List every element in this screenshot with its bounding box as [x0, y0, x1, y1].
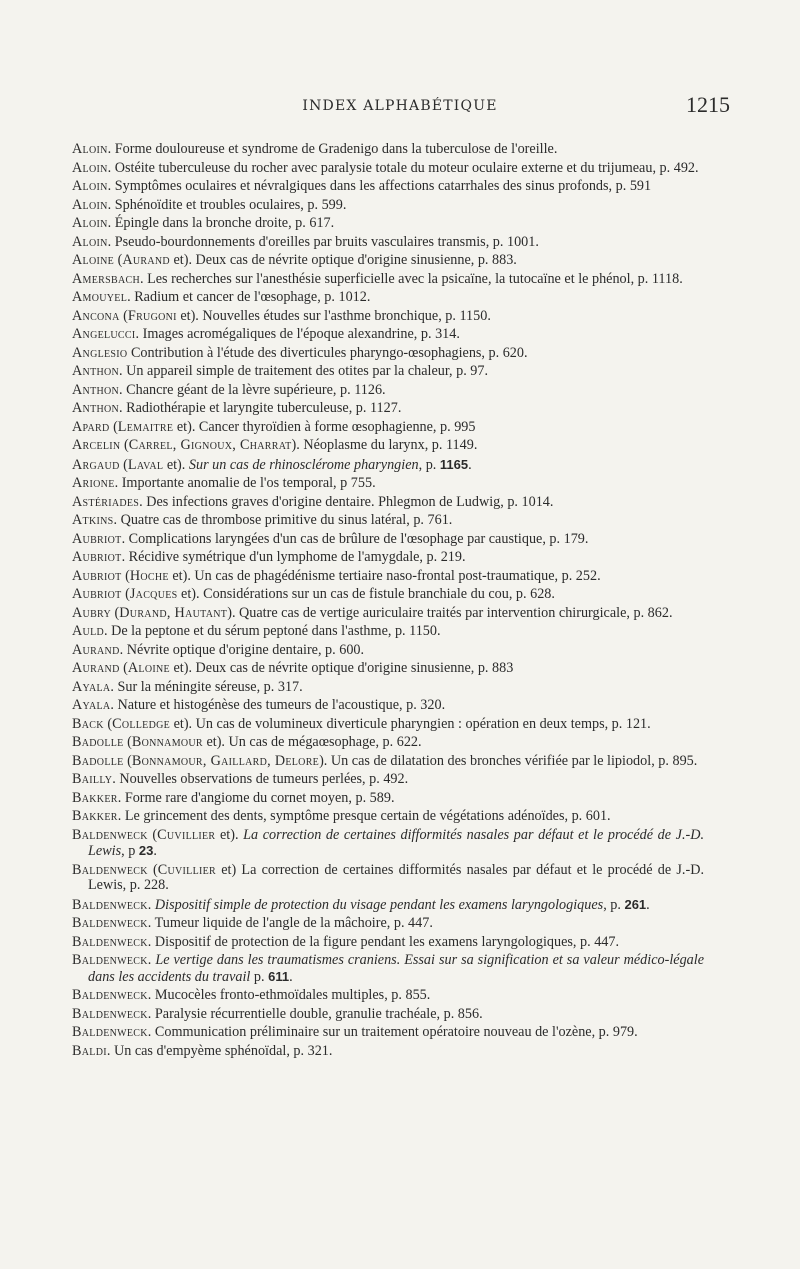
author-name: Badolle: [72, 752, 124, 769]
author-name: Ayala: [72, 697, 111, 713]
author-name: Apard: [72, 418, 110, 435]
author-name: Aloin: [72, 196, 108, 213]
entry-text: . Nouvelles observations de tumeurs perlées, p. 492.: [112, 771, 409, 787]
author-name: Baldi: [72, 1042, 107, 1059]
index-entry: [72, 1044, 704, 1060]
entry-text: . Récidive symétrique d'un lymphome de l'amygdale, p. 219.: [121, 549, 466, 565]
index-entry: [72, 327, 704, 343]
index-entry: [72, 532, 704, 548]
author-name: Anthon: [72, 400, 120, 416]
index-entry: [72, 569, 704, 585]
author-name: Bakker: [72, 808, 118, 824]
index-entry: [72, 953, 704, 985]
index-entry: [72, 142, 704, 158]
index-entry: [72, 772, 704, 788]
index-entry: [72, 161, 704, 177]
page-ref-bold: 261: [624, 896, 647, 912]
entry-text: (: [103, 715, 113, 732]
author-name: Amersbach: [72, 270, 140, 287]
entry-text: La correction de certaines difformités nasales par défaut et le procédé de J.-D. Lewis: [88, 826, 705, 859]
author-name: Bonnamour, Gaillard, Delore: [131, 752, 320, 769]
author-name: Bakker: [72, 789, 118, 806]
index-entry: [72, 717, 704, 733]
index-entry: [72, 420, 704, 436]
entry-text: . Radiothérapie et laryngite tuberculeuse, p. 1127.: [119, 400, 402, 416]
author-name: Aubriot: [72, 586, 122, 602]
author-name: Aloin: [72, 215, 108, 231]
author-name: Aloin: [72, 159, 108, 176]
entry-text: (: [120, 437, 129, 453]
entry-text: , p.: [603, 896, 625, 913]
index-entry: [72, 438, 704, 454]
entry-text: Le vertige dans les traumatismes craniens. Essai sur sa signification et sa valeur médico-légale dans les accidents du travail: [88, 952, 704, 985]
author-name: Laval: [127, 456, 164, 473]
entry-text: . Mucocèles fronto-ethmoïdales multiples, p. 855.: [147, 987, 431, 1003]
entry-text: p.: [250, 968, 269, 985]
index-entry: [72, 383, 704, 399]
author-name: Colledge: [112, 715, 171, 732]
entry-text: . Radium et cancer de l'œsophage, p. 1012.: [127, 289, 371, 305]
index-entry: [72, 401, 704, 417]
entry-text: .: [468, 456, 472, 473]
index-entry: [72, 863, 704, 894]
author-name: Auld: [72, 623, 104, 639]
entry-text: . De la peptone et du sérum peptoné dans l'asthme, p. 1150.: [104, 623, 441, 639]
entry-text: . Chancre géant de la lèvre supérieure, p. 1126.: [119, 381, 386, 398]
index-entry: [72, 179, 704, 195]
index-entry: [72, 216, 704, 232]
author-name: Aloin: [72, 141, 108, 157]
index-entry: [72, 916, 704, 932]
entry-text: . Pseudo-bourdonnements d'oreilles par bruits vasculaires transmis, p. 1001.: [107, 233, 539, 250]
author-name: Carrel, Gignoux, Charrat: [128, 437, 292, 453]
author-name: Anthon: [72, 363, 120, 379]
entry-text: et).: [215, 826, 244, 843]
entry-text: (: [109, 418, 118, 435]
author-name: Ancona: [72, 307, 120, 324]
entry-text: . Un appareil simple de traitement des otites par la chaleur, p. 97.: [119, 363, 489, 379]
author-name: Aubriot: [72, 530, 122, 547]
index-entry: [72, 698, 704, 714]
author-name: Baldenweck: [72, 826, 148, 843]
entry-text: .: [147, 896, 155, 913]
index-entry: [72, 495, 704, 511]
index-entry: [72, 935, 704, 951]
page-ref-bold: 1165: [439, 456, 469, 472]
author-name: Amouyel: [72, 289, 128, 305]
entry-text: , p.: [418, 456, 440, 473]
author-name: Aurand: [72, 660, 120, 676]
author-name: Baldenweck: [72, 1024, 148, 1040]
entry-text: (: [147, 861, 158, 878]
page-ref-bold: 611: [268, 968, 290, 984]
index-entry: [72, 643, 704, 659]
author-name: Aubriot: [72, 549, 122, 565]
entry-text: . Complications laryngées d'un cas de brûlure de l'œsophage par caustique, p. 179.: [121, 530, 589, 547]
entry-text: et).: [163, 456, 189, 473]
author-name: Lemaitre: [117, 418, 174, 435]
entry-text: . Importante anomalie de l'os temporal, p 755.: [114, 475, 376, 491]
entry-text: Sur un cas de rhinosclérome pharyngien: [188, 456, 419, 473]
entry-text: et) La correction de certaines difformités nasales par défaut et le procédé de J.-D. Lewis, p. 228.: [88, 861, 704, 893]
index-entry: [72, 828, 704, 860]
entry-text: (: [119, 307, 128, 324]
entry-text: . Symptômes oculaires et névralgiques dans les affections catarrhales des sinus profonds, p. 591: [107, 178, 652, 194]
author-name: Angelucci: [72, 326, 136, 342]
entry-text: et). Considérations sur un cas de fistule branchiale du cou, p. 628.: [177, 586, 555, 602]
entry-text: Contribution à l'étude des diverticules pharyngo-œsophagiens, p. 620.: [127, 344, 528, 361]
author-name: Baldenweck: [72, 861, 148, 878]
entry-text: . Ostéite tuberculeuse du rocher avec paralysie totale du moteur oculaire externe et du trijumeau, p. 492.: [107, 159, 699, 176]
entry-text: .: [153, 843, 157, 859]
index-entry: [72, 272, 704, 288]
author-name: Baldenweck: [72, 952, 148, 968]
index-entry: [72, 1007, 704, 1023]
author-name: Back: [72, 715, 104, 732]
author-name: Durand, Hautant: [119, 604, 228, 621]
author-name: Aloin: [72, 233, 108, 250]
entry-text: ). Un cas de dilatation des bronches vérifiée par le lipiodol, p. 895.: [319, 752, 698, 769]
author-name: Argaud: [72, 456, 120, 473]
author-name: Aurand: [122, 252, 170, 268]
author-name: Arcelin: [72, 437, 121, 453]
index-entry: [72, 587, 704, 603]
entry-text: . Épingle dans la bronche droite, p. 617.: [107, 215, 335, 231]
entry-text: . Forme douloureuse et syndrome de Gradenigo dans la tuberculose de l'oreille.: [107, 141, 558, 157]
entry-text: . Des infections graves d'origine dentaire. Phlegmon de Ludwig, p. 1014.: [139, 493, 554, 510]
entry-text: et). Un cas de phagédénisme tertiaire naso-frontal post-traumatique, p. 252.: [168, 567, 601, 584]
index-entry: [72, 680, 704, 696]
entry-text: . Un cas d'empyème sphénoïdal, p. 321.: [106, 1042, 333, 1059]
index-entry: [72, 661, 704, 677]
entry-text: . Les recherches sur l'anesthésie superficielle avec la psicaïne, la tutocaïne et le phénol, p. 1118.: [139, 270, 683, 287]
entry-text: ). Quatre cas de vertige auriculaire traités par intervention chirurgicale, p. 862.: [227, 604, 673, 621]
author-name: Frugoni: [127, 307, 177, 324]
index-entry: [72, 606, 704, 622]
index-entry: [72, 809, 704, 825]
index-entry: [72, 988, 704, 1004]
author-name: Astériades: [72, 493, 140, 510]
author-name: Atkins: [72, 512, 114, 528]
entry-text: (: [121, 567, 130, 584]
author-name: Baldenweck: [72, 987, 148, 1003]
author-name: Bonnamour: [131, 734, 203, 750]
entry-text: Dispositif simple de protection du visage pendant les examens laryngologiques: [154, 896, 604, 913]
author-name: Baldenweck: [72, 915, 148, 931]
entry-text: (: [147, 826, 158, 843]
index-entry: [72, 253, 704, 269]
page-ref-bold: 23: [138, 843, 154, 858]
entry-text: . Sphénoïdite et troubles oculaires, p. 599.: [107, 196, 347, 213]
entry-text: et). Un cas de mégaœsophage, p. 622.: [202, 734, 422, 750]
entry-text: (: [121, 586, 130, 602]
entry-text: . Nature et histogénèse des tumeurs de l'acoustique, p. 320.: [110, 697, 446, 713]
author-name: Baldenweck: [72, 896, 148, 913]
index-entry: [72, 897, 704, 914]
entry-text: . Sur la méningite séreuse, p. 317.: [110, 678, 303, 695]
index-entry: [72, 1025, 704, 1041]
entry-text: . Névrite optique d'origine dentaire, p. 600.: [119, 641, 365, 658]
author-name: Aubry: [72, 604, 111, 621]
index-entries: [72, 142, 704, 1062]
entry-text: (: [110, 604, 120, 621]
author-name: Arione: [72, 475, 115, 491]
entry-text: .: [289, 968, 293, 985]
author-name: Anthon: [72, 381, 120, 398]
index-entry: [72, 198, 704, 214]
entry-text: . Le grincement des dents, symptôme presque certain de végétations adénoïdes, p. 601.: [117, 808, 611, 824]
author-name: Baldenweck: [72, 1005, 148, 1022]
author-name: Anglesio: [72, 344, 128, 361]
author-name: Cuvillier: [157, 861, 217, 878]
entry-text: (: [119, 456, 128, 473]
author-name: Jacques: [129, 586, 178, 602]
index-entry: [72, 309, 704, 325]
entry-text: et). Deux cas de névrite optique d'origine sinusienne, p. 883.: [169, 252, 517, 268]
author-name: Badolle: [72, 734, 124, 750]
entry-text: et). Nouvelles études sur l'asthme bronchique, p. 1150.: [176, 307, 491, 324]
entry-text: (: [123, 734, 132, 750]
entry-text: . Images acromégaliques de l'époque alexandrine, p. 314.: [135, 326, 460, 342]
page-header: [70, 92, 730, 122]
entry-text: . Paralysie récurrentielle double, granulie trachéale, p. 856.: [147, 1005, 483, 1022]
index-entry: [72, 476, 704, 492]
entry-text: (: [123, 752, 132, 769]
entry-text: ). Néoplasme du larynx, p. 1149.: [291, 437, 478, 453]
index-entry: [72, 754, 704, 770]
entry-text: et). Deux cas de névrite optique d'origine sinusienne, p. 883: [169, 660, 514, 676]
index-entry: [72, 346, 704, 362]
running-title: INDEX ALPHABÉTIQUE: [302, 98, 498, 114]
author-name: Ayala: [72, 678, 111, 695]
entry-text: .: [147, 952, 156, 968]
entry-text: (: [119, 660, 128, 676]
author-name: Cuvillier: [157, 826, 216, 843]
entry-text: .: [646, 896, 650, 913]
entry-text: et). Un cas de volumineux diverticule pharyngien : opération en deux temps, p. 121.: [170, 715, 651, 732]
entry-text: . Forme rare d'angiome du cornet moyen, p. 589.: [117, 789, 395, 806]
index-entry: [72, 235, 704, 251]
index-entry: [72, 364, 704, 380]
index-entry: [72, 457, 704, 474]
author-name: Bailly: [72, 771, 113, 787]
author-name: Hoche: [129, 567, 169, 584]
entry-text: . Quatre cas de thrombose primitive du sinus latéral, p. 761.: [113, 512, 453, 528]
entry-text: . Communication préliminaire sur un traitement opératoire nouveau de l'ozène, p. 979.: [147, 1024, 638, 1040]
index-entry: [72, 513, 704, 529]
index-entry: [72, 791, 704, 807]
author-name: Aloine: [127, 660, 170, 676]
entry-text: . Dispositif de protection de la figure pendant les examens laryngologiques, p. 447.: [147, 933, 620, 950]
index-entry: [72, 550, 704, 566]
index-entry: [72, 735, 704, 751]
entry-text: . Tumeur liquide de l'angle de la mâchoire, p. 447.: [147, 915, 433, 931]
page-number: 1215: [686, 92, 730, 117]
author-name: Aloin: [72, 178, 108, 194]
entry-text: , p: [121, 843, 139, 859]
entry-text: (: [114, 252, 123, 268]
author-name: Baldenweck: [72, 933, 148, 950]
author-name: Aubriot: [72, 567, 122, 584]
index-entry: [72, 290, 704, 306]
entry-text: et). Cancer thyroïdien à forme œsophagienne, p. 995: [173, 418, 476, 435]
author-name: Aurand: [72, 641, 120, 658]
author-name: Aloine: [72, 252, 115, 268]
index-entry: [72, 624, 704, 640]
